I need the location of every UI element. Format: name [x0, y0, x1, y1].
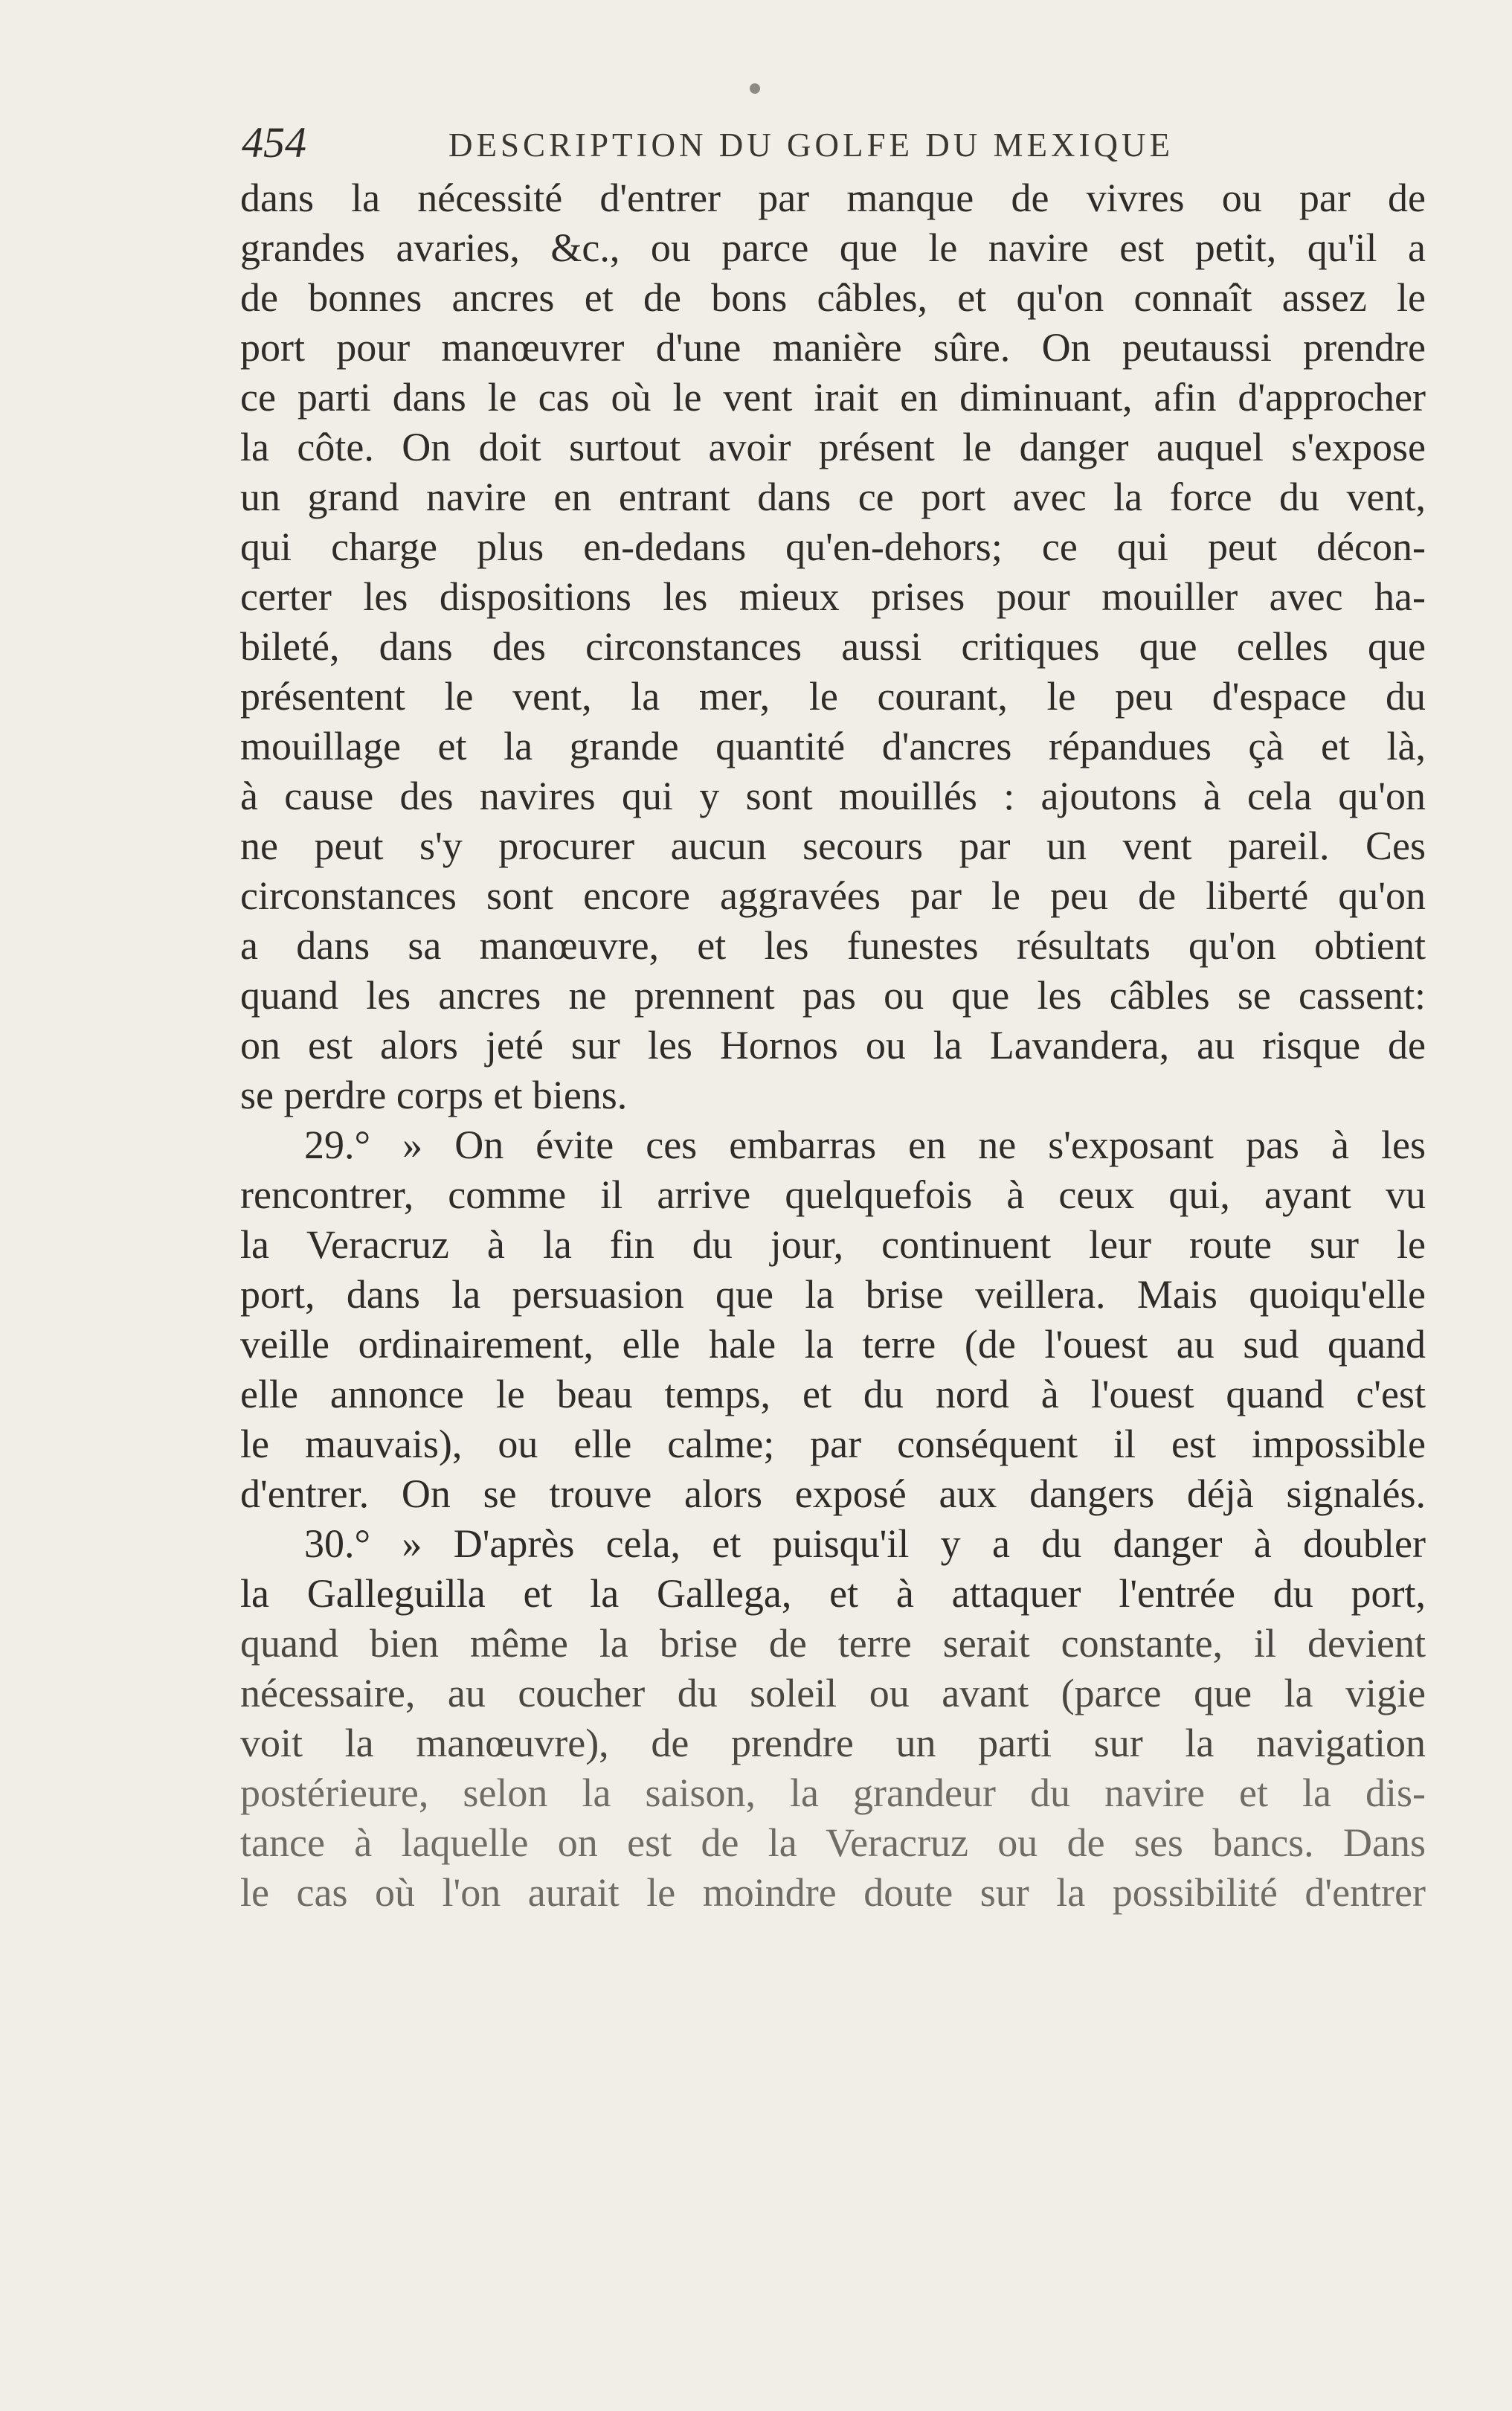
- text-line: port pour manœuvrer d'une manière sûre. On peutaussi prendre: [240, 325, 1426, 370]
- text-line: grandes avaries, &c., ou parce que le navire est petit, qu'il a: [240, 225, 1426, 270]
- text-line: dans la nécessité d'entrer par manque de vivres ou par de: [240, 176, 1426, 220]
- text-line: nécessaire, au coucher du soleil ou avant (parce que la vigie: [240, 1671, 1426, 1715]
- text-line: circonstances sont encore aggravées par le peu de liberté qu'on: [240, 873, 1426, 918]
- text-line: quand les ancres ne prennent pas ou que les câbles se cassent:: [240, 973, 1426, 1018]
- text-line: certer les dispositions les mieux prises pour mouiller avec ha-: [240, 574, 1426, 619]
- text-line: veille ordinairement, elle hale la terre (de l'ouest au sud quand: [240, 1322, 1426, 1367]
- text-line: quand bien même la brise de terre serait constante, il devient: [240, 1621, 1426, 1666]
- text-line: port, dans la persuasion que la brise veillera. Mais quoiqu'elle: [240, 1272, 1426, 1317]
- text-line: mouillage et la grande quantité d'ancres répandues çà et là,: [240, 724, 1426, 768]
- text-line: voit la manœuvre), de prendre un parti sur la navigation: [240, 1721, 1426, 1765]
- text-line: d'entrer. On se trouve alors exposé aux dangers déjà signalés.: [240, 1471, 1426, 1516]
- page-number: 454: [242, 118, 306, 167]
- text-line: ne peut s'y procurer aucun secours par un vent pareil. Ces: [240, 824, 1426, 868]
- text-line: bileté, dans des circonstances aussi critiques que celles que: [240, 624, 1426, 669]
- text-line: rencontrer, comme il arrive quelquefois à ceux qui, ayant vu: [240, 1172, 1426, 1217]
- body-text: [240, 173, 1426, 1918]
- text-line: présentent le vent, la mer, le courant, le peu d'espace du: [240, 674, 1426, 719]
- text-line: qui charge plus en-dedans qu'en-dehors; ce qui peut décon-: [240, 524, 1426, 569]
- text-line: elle annonce le beau temps, et du nord à l'ouest quand c'est: [240, 1372, 1426, 1416]
- text-line: a dans sa manœuvre, et les funestes résultats qu'on obtient: [240, 923, 1426, 968]
- text-line: le mauvais), ou elle calme; par conséquent il est impossible: [240, 1422, 1426, 1466]
- text-line: ce parti dans le cas où le vent irait en diminuant, afin d'approcher: [240, 375, 1426, 420]
- text-line: la Veracruz à la fin du jour, continuent leur route sur le: [240, 1222, 1426, 1267]
- text-line: postérieure, selon la saison, la grandeur du navire et la dis-: [240, 1770, 1426, 1815]
- text-line: tance à laquelle on est de la Veracruz ou de ses bancs. Dans: [240, 1820, 1426, 1865]
- text-line: la Galleguilla et la Gallega, et à attaquer l'entrée du port,: [240, 1571, 1426, 1616]
- text-line: à cause des navires qui y sont mouillés : ajoutons à cela qu'on: [240, 774, 1426, 818]
- text-line: un grand navire en entrant dans ce port avec la force du vent,: [240, 475, 1426, 519]
- text-line: la côte. On doit surtout avoir présent le danger auquel s'expose: [240, 425, 1426, 469]
- paragraph-29-start: 29.° » On évite ces embarras en ne s'exposant pas à les: [304, 1123, 1426, 1167]
- running-title: DESCRIPTION DU GOLFE DU MEXIQUE: [448, 126, 1174, 164]
- text-line: le cas où l'on aurait le moindre doute sur la possibilité d'entrer: [240, 1870, 1426, 1915]
- paragraph-30-start: 30.° » D'après cela, et puisqu'il y a du danger à doubler: [304, 1521, 1426, 1566]
- ink-speck: [750, 83, 760, 94]
- text-line: de bonnes ancres et de bons câbles, et qu'on connaît assez le: [240, 275, 1426, 320]
- text-line: on est alors jeté sur les Hornos ou la Lavandera, au risque de: [240, 1023, 1426, 1068]
- running-head: [242, 113, 1461, 173]
- text-line: se perdre corps et biens.: [240, 1073, 628, 1117]
